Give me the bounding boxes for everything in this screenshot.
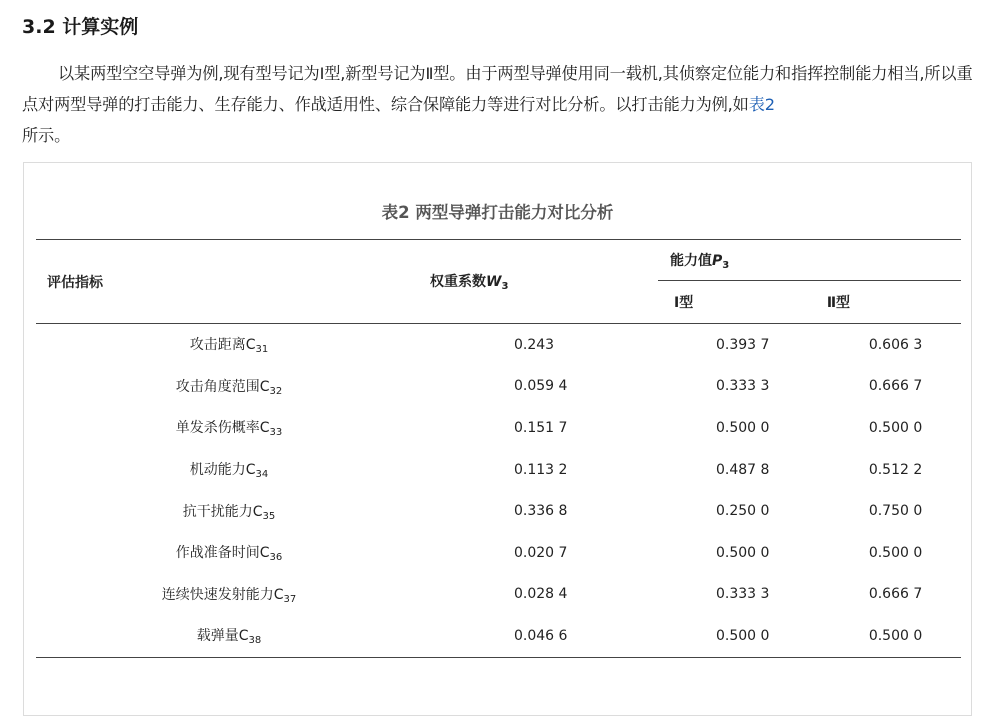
- body-paragraph: [22, 58, 978, 151]
- cell-type1-value: 0.500 0: [658, 615, 807, 657]
- comparison-table: [36, 239, 961, 658]
- paragraph-text: 以某两型空空导弹为例,现有型号记为Ⅰ型,新型号记为Ⅱ型。由于两型导弹使用同一载机,其侦察定位能力和指挥控制能力相当,所以重点对两型导弹的打击能力、生存能力、作战适用性、综合保障能力等进行对比分析。以打击能力为例,如: [22, 64, 973, 114]
- cell-index-name: 攻击角度范围$C_{32}$: [175, 378, 283, 397]
- header-index: 评估指标: [36, 240, 422, 324]
- cell-index-name: 载弹量$C_{38}$: [36, 615, 422, 657]
- header-weight: 权重系数$W_3$: [422, 240, 658, 324]
- cell-type2-value: 0.750 0: [868, 503, 923, 520]
- cell-type2-value: 0.512 2: [868, 461, 923, 478]
- cell-type2-value: 0.500 0: [807, 615, 961, 657]
- header-type2: Ⅱ型: [807, 281, 961, 324]
- cell-type2-value: 0.500 0: [868, 544, 923, 561]
- cell-type1-value: 0.393 7: [716, 336, 770, 353]
- table-row: [36, 615, 961, 657]
- cell-type1-value: 0.250 0: [716, 503, 770, 520]
- table-row: [36, 574, 961, 616]
- cell-type2-value: 0.606 3: [868, 336, 923, 353]
- table-caption: 表2 两型导弹打击能力对比分析: [381, 203, 614, 222]
- table-row: [36, 532, 961, 574]
- cell-index-name: 攻击距离$C_{31}$: [189, 337, 269, 356]
- cell-index-name: 单发杀伤概率$C_{33}$: [175, 420, 283, 439]
- table-row: [36, 490, 961, 532]
- cell-type2-value: 0.666 7: [868, 586, 923, 603]
- cell-weight: 0.336 8: [514, 503, 568, 520]
- table-row: [36, 449, 961, 491]
- cell-weight: 0.243: [514, 336, 555, 353]
- cell-weight: 0.113 2: [514, 461, 568, 478]
- cell-type2-value: 0.666 7: [868, 378, 923, 395]
- cell-type1-value: 0.500 0: [716, 419, 770, 436]
- cell-weight: 0.020 7: [514, 544, 568, 561]
- cell-weight: 0.151 7: [514, 419, 568, 436]
- table-row: [36, 324, 961, 366]
- cell-weight: 0.046 6: [422, 615, 658, 657]
- cell-weight: 0.028 4: [514, 586, 568, 603]
- cell-index-name: 机动能力$C_{34}$: [189, 462, 269, 481]
- cell-weight: 0.059 4: [514, 378, 568, 395]
- cell-type1-value: 0.333 3: [716, 378, 770, 395]
- cell-type1-value: 0.333 3: [716, 586, 770, 603]
- header-ability: 能力值$P_3$: [658, 240, 961, 281]
- table-reference-link[interactable]: 表2: [748, 95, 775, 114]
- header-type1: Ⅰ型: [658, 281, 807, 324]
- paragraph-text-end: 所示。: [22, 126, 71, 145]
- cell-index-name: 抗干扰能力$C_{35}$: [182, 503, 276, 522]
- table-row: [36, 407, 961, 449]
- cell-index-name: 作战准备时间$C_{36}$: [175, 545, 283, 564]
- cell-index-name: 连续快速发射能力$C_{37}$: [161, 586, 297, 605]
- table-container: [23, 162, 972, 716]
- table-body: [36, 324, 961, 658]
- cell-type2-value: 0.500 0: [868, 419, 923, 436]
- section-title: 3.2 计算实例: [22, 16, 139, 38]
- table-row: [36, 366, 961, 408]
- cell-type1-value: 0.500 0: [716, 544, 770, 561]
- cell-type1-value: 0.487 8: [716, 461, 770, 478]
